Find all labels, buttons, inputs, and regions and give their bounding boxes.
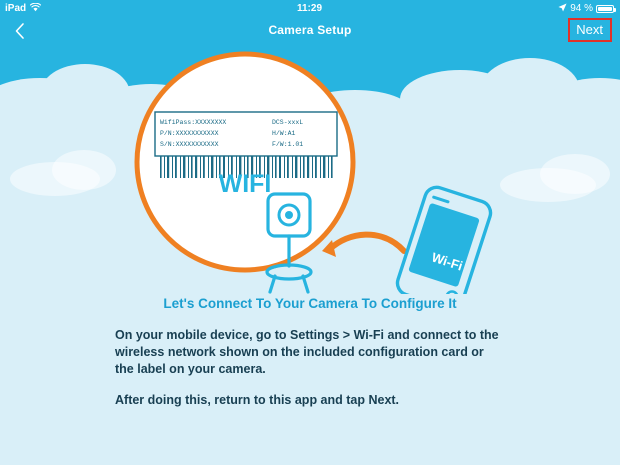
wifi-icon xyxy=(30,3,41,15)
svg-text:WifiPass:XXXXXXXX: WifiPass:XXXXXXXX xyxy=(160,119,227,126)
instruction-paragraph-1: On your mobile device, go to Settings > Wi-Fi and connect to the wireless network shown on the included configuration card or the label on your camera. xyxy=(115,328,499,376)
status-bar xyxy=(0,0,620,18)
svg-text:H/W:A1: H/W:A1 xyxy=(272,130,296,137)
magnifier-wifi-label: WIFI xyxy=(218,170,272,198)
phone-wifi-label: Wi-Fi xyxy=(429,249,465,274)
instruction-text-block xyxy=(115,327,505,409)
device-name-label: iPad xyxy=(5,3,27,14)
page-title: Camera Setup xyxy=(268,23,352,37)
status-bar-right xyxy=(494,0,620,18)
svg-text:P/N:XXXXXXXXXXX: P/N:XXXXXXXXXXX xyxy=(160,130,219,137)
headline-text: Let's Connect To Your Camera To Configure It xyxy=(163,296,457,311)
battery-percent-label: 94 % xyxy=(570,3,593,14)
status-bar-left xyxy=(0,0,125,18)
svg-text:S/N:XXXXXXXXXXX: S/N:XXXXXXXXXXX xyxy=(160,141,219,148)
smartphone-icon xyxy=(394,184,493,294)
svg-text:DCS-xxxL: DCS-xxxL xyxy=(272,119,304,126)
location-arrow-icon xyxy=(558,0,567,18)
svg-text:F/W:1.01: F/W:1.01 xyxy=(272,141,304,148)
setup-illustration xyxy=(0,44,620,294)
instruction-paragraph-2: After doing this, return to this app and tap Next. xyxy=(115,393,400,407)
instruction-section xyxy=(0,296,620,409)
next-button[interactable]: Next xyxy=(576,22,603,37)
navigation-bar xyxy=(0,18,620,44)
battery-icon xyxy=(596,5,614,13)
status-bar-clock: 11:29 xyxy=(296,3,323,14)
curved-arrow-icon xyxy=(322,235,404,257)
